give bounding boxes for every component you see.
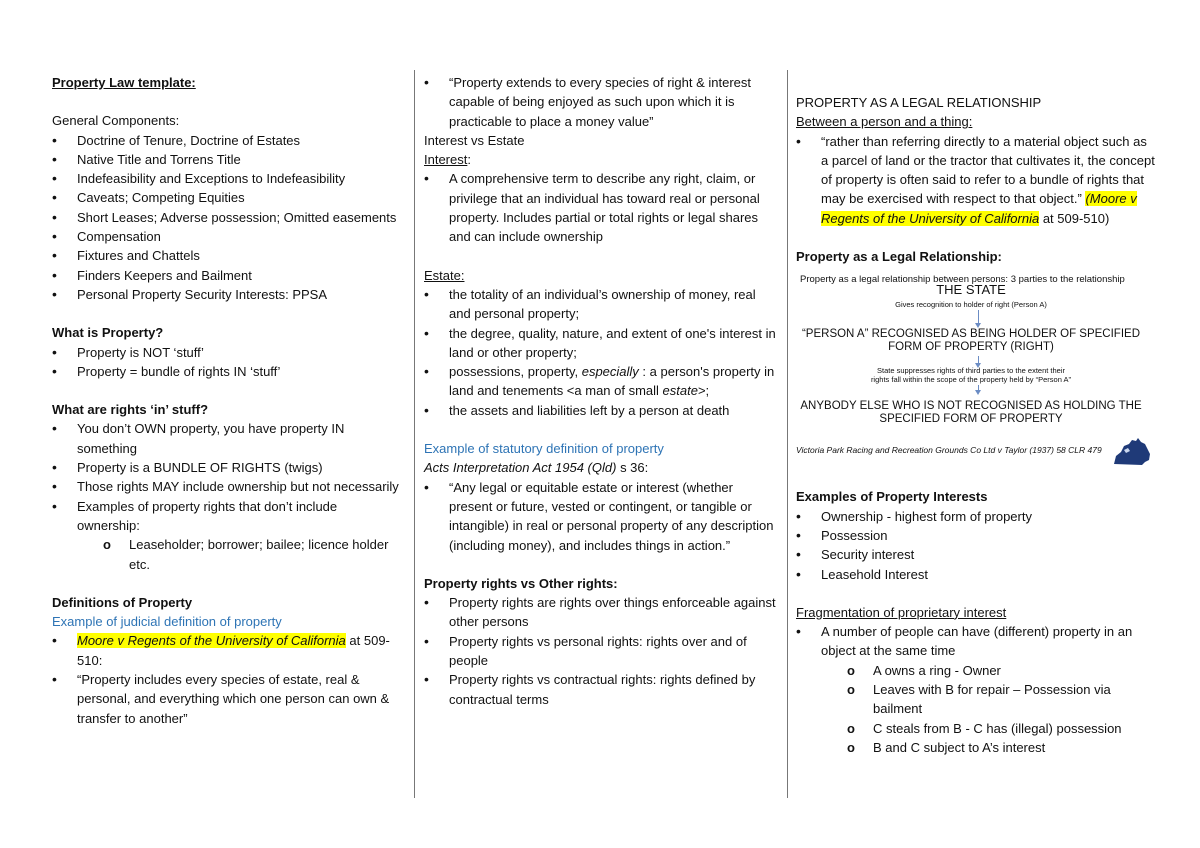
text-run: : a person's property in land and tenements <a man of small (449, 364, 775, 399)
act-name: Acts Interpretation Act 1954 (Qld) (424, 460, 617, 476)
top-quote-list (424, 73, 776, 131)
list-item: • Native Title and Torrens Title (52, 150, 402, 169)
list-item: • Possession (796, 526, 1156, 545)
list-item: • Property rights are rights over things enforceable against other persons (424, 593, 776, 632)
estate-list (424, 285, 776, 420)
quote-text: “rather than referring directly to a material object such as a parcel of land or the tractor that cultivates it, the concept of property is often said to refer to a bundle of rights that may be exercised with respect to that object.” (821, 133, 1155, 207)
list-item: • Property = bundle of rights IN ‘stuff’ (52, 362, 402, 381)
text-run: >; (697, 383, 710, 399)
page-title: Property Law template: (52, 75, 196, 90)
rights-in-stuff-list (52, 419, 402, 573)
list-item: • Those rights MAY include ownership but not necessarily (52, 477, 402, 496)
figure-anybody-else: ANYBODY ELSE WHO IS NOT RECOGNISED AS HOLDING THE SPECIFIED FORM OF PROPERTY (800, 400, 1142, 426)
definitions-heading: Definitions of Property (52, 594, 193, 610)
interest-list (424, 169, 776, 246)
column-2 (424, 73, 776, 709)
list-item: • Leasehold Interest (796, 565, 1156, 584)
list-item: • You don’t OWN property, you have property IN something (52, 419, 402, 458)
fragmentation-list (796, 622, 1156, 757)
sub-list-item: o A owns a ring - Owner (796, 661, 1156, 680)
list-item: • Property is a BUNDLE OF RIGHTS (twigs) (52, 458, 402, 477)
column-3 (796, 93, 1156, 757)
list-item: • Finders Keepers and Bailment (52, 266, 402, 285)
list-item: • “Any legal or equitable estate or interest (whether present or future, vested or contingent, or tangible or intangible) in real or personal property of any description (including money), and includes things in action.” (424, 478, 776, 555)
judicial-definition-list (52, 631, 402, 727)
list-item (796, 132, 1156, 228)
interest-vs-estate-heading: Interest vs Estate (424, 132, 525, 148)
statutory-definition-heading: Example of statutory definition of property (424, 441, 664, 457)
column-divider-2 (787, 70, 788, 798)
list-item: • Personal Property Security Interests: PPSA (52, 285, 402, 304)
fragmentation-heading: Fragmentation of proprietary interest (796, 604, 1007, 620)
sub-list-item: o B and C subject to A’s interest (796, 738, 1156, 757)
sub-list-item: o Leaves with B for repair – Possession via bailment (796, 680, 1156, 719)
case-name: Moore v Regents of the University of California (77, 633, 346, 649)
column-1 (52, 73, 402, 728)
list-item: • the totality of an individual’s ownership of money, real and personal property; (424, 285, 776, 324)
list-item (424, 362, 776, 401)
list-item (52, 631, 402, 670)
case-citation: at 509-510: (77, 633, 390, 668)
list-item: • Ownership - highest form of property (796, 507, 1156, 526)
list-item: • the degree, quality, nature, and extent of one's interest in land or other property; (424, 324, 776, 363)
arrow-down-icon (978, 385, 979, 391)
what-is-property-heading: What is Property? (52, 325, 164, 341)
list-item: • Short Leases; Adverse possession; Omitted easements (52, 208, 402, 227)
text-run: estate (662, 383, 698, 399)
act-section: s 36: (616, 460, 649, 476)
list-item: • A comprehensive term to describe any right, claim, or privilege that an individual has toward real or personal property. Includes partial or total rights or legal shares and can include ownership (424, 169, 776, 246)
figure-citation: Victoria Park Racing and Recreation Grounds Co Ltd v Taylor (1937) 58 CLR 479 (796, 445, 1102, 456)
list-item: • Property rights vs contractual rights: rights defined by contractual terms (424, 670, 776, 709)
case-name: (Moore v Regents of the University of California (821, 191, 1137, 226)
list-item: • the assets and liabilities left by a person at death (424, 401, 776, 420)
list-item: • “Property extends to every species of right & interest capable of being enjoyed as such upon which it is practicable to place a money value” (424, 73, 776, 131)
judicial-definition-heading: Example of judicial definition of property (52, 614, 282, 630)
list-item: • Examples of property rights that don’t include ownership: (52, 497, 402, 536)
list-item: • A number of people can have (different) property in an object at the same time (796, 622, 1156, 661)
list-item: • Caveats; Competing Equities (52, 188, 402, 207)
text-run: especially (581, 364, 639, 380)
case-citation: at 509-510) (1039, 210, 1110, 226)
interest-colon: : (467, 152, 471, 168)
estate-heading: Estate: (424, 267, 465, 283)
act-citation (424, 458, 776, 477)
list-item: • Property rights vs personal rights: rights over and of people (424, 632, 776, 671)
examples-heading: Examples of Property Interests (796, 489, 988, 505)
figure-gives-recognition: Gives recognition to holder of right (Person A) (895, 300, 1047, 310)
list-item: • Compensation (52, 227, 402, 246)
sub-list-item: o Leaseholder; borrower; bailee; licence holder etc. (52, 535, 402, 574)
sub-list-item: o C steals from B - C has (illegal) possession (796, 719, 1156, 738)
interest-label: Interest (424, 152, 468, 168)
arrow-down-icon (978, 356, 979, 364)
horse-racing-image (1112, 436, 1152, 466)
text-run: possessions, property, (449, 364, 582, 380)
list-item: • Security interest (796, 545, 1156, 564)
arrow-down-icon (978, 310, 979, 324)
what-is-property-list (52, 343, 402, 382)
list-item: • Fixtures and Chattels (52, 246, 402, 265)
person-thing-subheading: Between a person and a thing: (796, 114, 973, 130)
person-thing-list (796, 132, 1156, 228)
column-divider-1 (414, 70, 415, 798)
legal-relationship-subheading: Property as a Legal Relationship: (796, 249, 1002, 265)
figure-state: THE STATE (936, 282, 1006, 298)
figure-person-a: “PERSON A” RECOGNISED AS BEING HOLDER OF SPECIFIED FORM OF PROPERTY (RIGHT) (801, 328, 1141, 354)
general-components-list (52, 131, 402, 305)
statutory-list (424, 478, 776, 555)
interest-heading (424, 150, 776, 169)
legal-relationship-figure (796, 270, 1156, 468)
examples-list (796, 507, 1156, 584)
figure-suppresses-line-1: State suppresses rights of third parties to the extent their (876, 366, 1066, 376)
list-item: • “Property includes every species of estate, real & personal, and everything which one person can own & transfer to another” (52, 670, 402, 728)
figure-caption: Property as a legal relationship between persons: 3 parties to the relationship (800, 274, 1125, 286)
list-item: • Indefeasibility and Exceptions to Indefeasibility (52, 169, 402, 188)
rights-in-stuff-heading: What are rights ‘in’ stuff? (52, 402, 209, 418)
property-rights-list (424, 593, 776, 709)
general-components-heading: General Components: (52, 113, 180, 129)
property-rights-heading: Property rights vs Other rights: (424, 575, 618, 591)
list-item: • Doctrine of Tenure, Doctrine of Estates (52, 131, 402, 150)
list-item: • Property is NOT ‘stuff’ (52, 343, 402, 362)
figure-suppresses-line-2: rights fall within the scope of the property held by “Person A” (870, 375, 1072, 385)
legal-relationship-heading: PROPERTY AS A LEGAL RELATIONSHIP (796, 95, 1042, 110)
